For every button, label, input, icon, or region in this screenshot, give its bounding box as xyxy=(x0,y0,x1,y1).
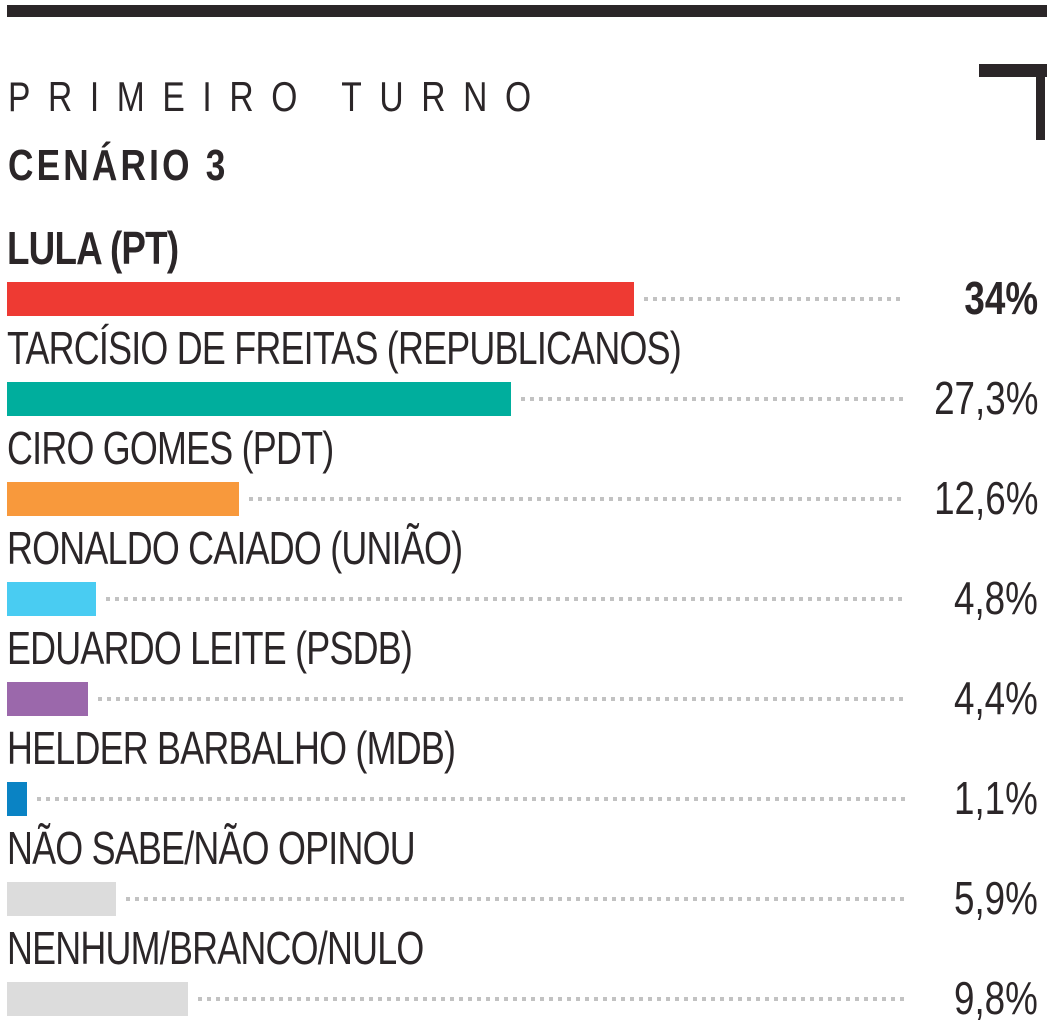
bar-row xyxy=(0,222,1047,325)
value-label: 4,4% xyxy=(954,672,1038,725)
chart-kicker: PRIMEIRO TURNO xyxy=(8,73,549,120)
candidate-label: CIRO GOMES (PDT) xyxy=(7,422,334,474)
value-bar xyxy=(7,282,634,316)
dotted-leader xyxy=(198,997,905,1001)
value-bar xyxy=(7,982,188,1016)
bar-line xyxy=(0,272,1047,325)
value-label: 9,8% xyxy=(954,972,1038,1020)
candidate-label: EDUARDO LEITE (PSDB) xyxy=(7,622,413,674)
top-rule-bar xyxy=(7,5,1047,17)
value-bar xyxy=(7,482,239,516)
bar-row xyxy=(0,322,1047,425)
bar-line xyxy=(0,372,1047,425)
dotted-leader xyxy=(521,397,905,401)
value-bar xyxy=(7,782,27,816)
value-label: 4,8% xyxy=(954,572,1038,625)
bar-line xyxy=(0,972,1047,1020)
bar-line xyxy=(0,572,1047,625)
value-label: 1,1% xyxy=(954,772,1038,825)
value-bar xyxy=(7,682,88,716)
candidate-label: LULA (PT) xyxy=(7,222,179,274)
candidate-label: HELDER BARBALHO (MDB) xyxy=(7,722,456,774)
dotted-leader xyxy=(98,697,905,701)
bar-row xyxy=(0,622,1047,725)
bar-rows xyxy=(0,222,1047,1020)
value-bar xyxy=(7,582,96,616)
chart-title: CENÁRIO 3 xyxy=(8,141,229,190)
value-bar xyxy=(7,382,511,416)
dotted-leader xyxy=(37,797,905,801)
bar-line xyxy=(0,472,1047,525)
dotted-leader xyxy=(644,297,905,301)
value-label: 27,3% xyxy=(933,372,1038,425)
bar-line xyxy=(0,672,1047,725)
candidate-label: NÃO SABE/NÃO OPINOU xyxy=(7,822,415,874)
candidate-label: TARCÍSIO DE FREITAS (REPUBLICANOS) xyxy=(7,322,681,374)
bar-row xyxy=(0,422,1047,525)
corner-bracket-vertical xyxy=(1036,64,1045,140)
bar-line xyxy=(0,872,1047,925)
dotted-leader xyxy=(106,597,905,601)
bar-row xyxy=(0,522,1047,625)
dotted-leader xyxy=(126,897,905,901)
value-label: 5,9% xyxy=(954,872,1038,925)
candidate-label: NENHUM/BRANCO/NULO xyxy=(7,922,424,974)
bar-row xyxy=(0,822,1047,925)
value-bar xyxy=(7,882,116,916)
dotted-leader xyxy=(249,497,905,501)
value-label: 34% xyxy=(964,272,1038,325)
candidate-label: RONALDO CAIADO (UNIÃO) xyxy=(7,522,463,574)
value-label: 12,6% xyxy=(933,472,1038,525)
bar-line xyxy=(0,772,1047,825)
bar-row xyxy=(0,922,1047,1020)
bar-row xyxy=(0,722,1047,825)
